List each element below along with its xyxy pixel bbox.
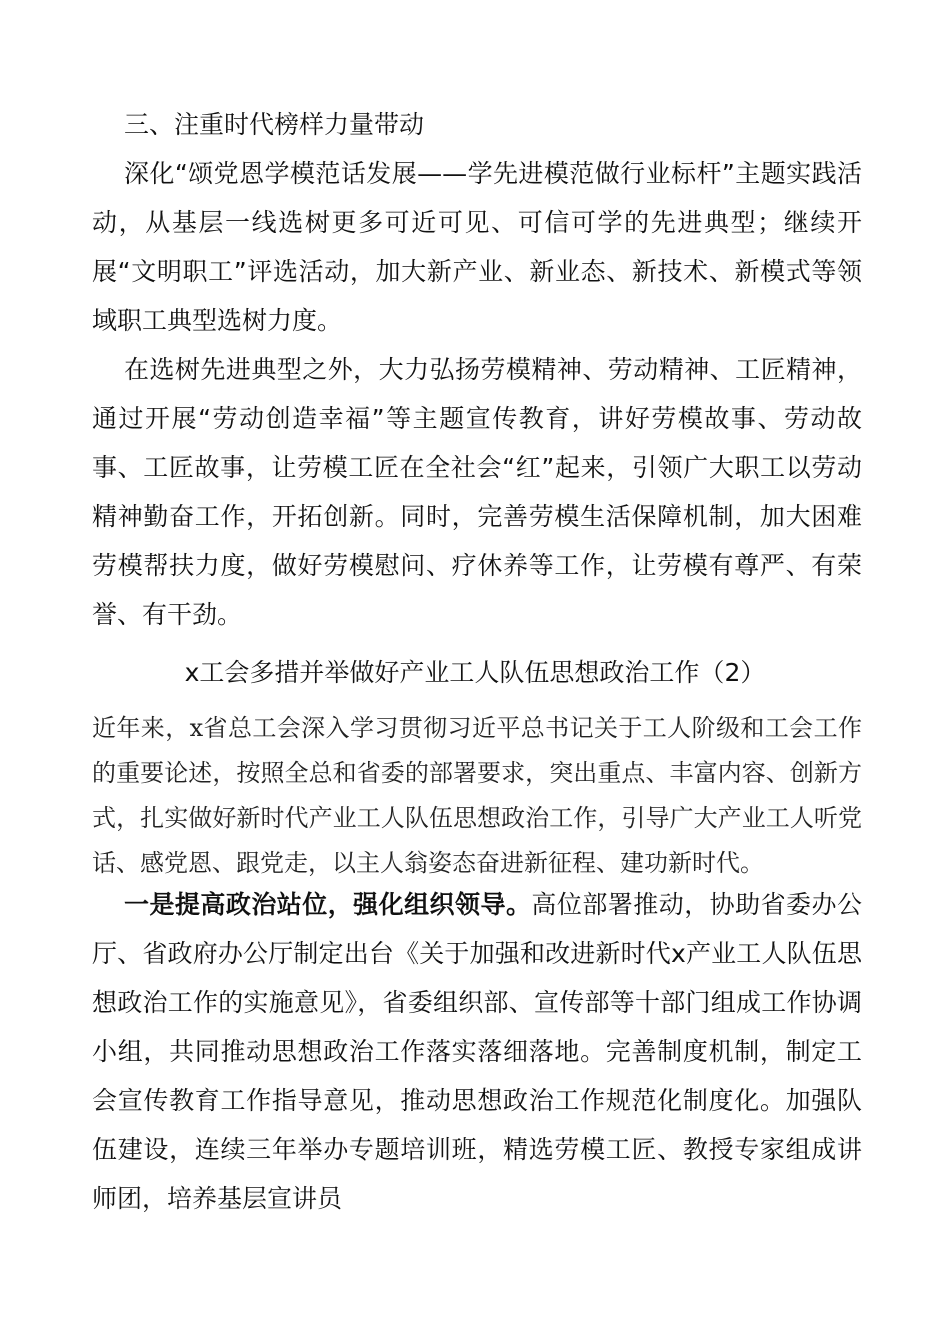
section-heading: 三、注重时代榜样力量带动 [124, 110, 425, 139]
point-1-lead: 一是提高政治站位，强化组织领导。 [124, 890, 532, 919]
article-intro-paragraph: 近年来，x省总工会深入学习贯彻习近平总书记关于工人阶级和工会工作的重要论述，按照全总和省委的部署要求，突出重点、丰富内容、创新方式，扎实做好新时代产业工人队伍思想政治工作，引导广大产业工人听党话、感党恩、跟党走，以主人翁姿态奋进新征程、建功新时代。 [92, 714, 862, 877]
section-paragraph-2: 在选树先进典型之外，大力弘扬劳模精神、劳动精神、工匠精神，通过开展“劳动创造幸福”等主题宣传教育，讲好劳模故事、劳动故事、工匠故事，让劳模工匠在全社会“红”起来，引领广大职工以劳动精神勤奋工作，开拓创新。同时，完善劳模生活保障机制，加大困难劳模帮扶力度，做好劳模慰问、疗休养等工作，让劳模有尊严、有荣誉、有干劲。 [92, 355, 862, 629]
point-1-body: 高位部署推动，协助省委办公厅、省政府办公厅制定出台《关于加强和改进新时代x产业工人队伍思想政治工作的实施意见》，省委组织部、宣传部等十部门组成工作协调小组，共同推动思想政治工作落实落细落地。完善制度机制，制定工会宣传教育工作指导意见，推动思想政治工作规范化制度化。加强队伍建设，连续三年举办专题培训班，精选劳模工匠、教授专家组成讲师团，培养基层宣讲员 [92, 890, 862, 1213]
section-paragraph-1: 深化“颂党恩学模范话发展——学先进模范做行业标杆”主题实践活动，从基层一线选树更多可近可见、可信可学的先进典型；继续开展“文明职工”评选活动，加大新产业、新业态、新技术、新模式等领域职工典型选树力度。 [92, 159, 862, 335]
article-title: x工会多措并举做好产业工人队伍思想政治工作（2） [184, 658, 766, 687]
article-point-1-paragraph [92, 880, 862, 1223]
